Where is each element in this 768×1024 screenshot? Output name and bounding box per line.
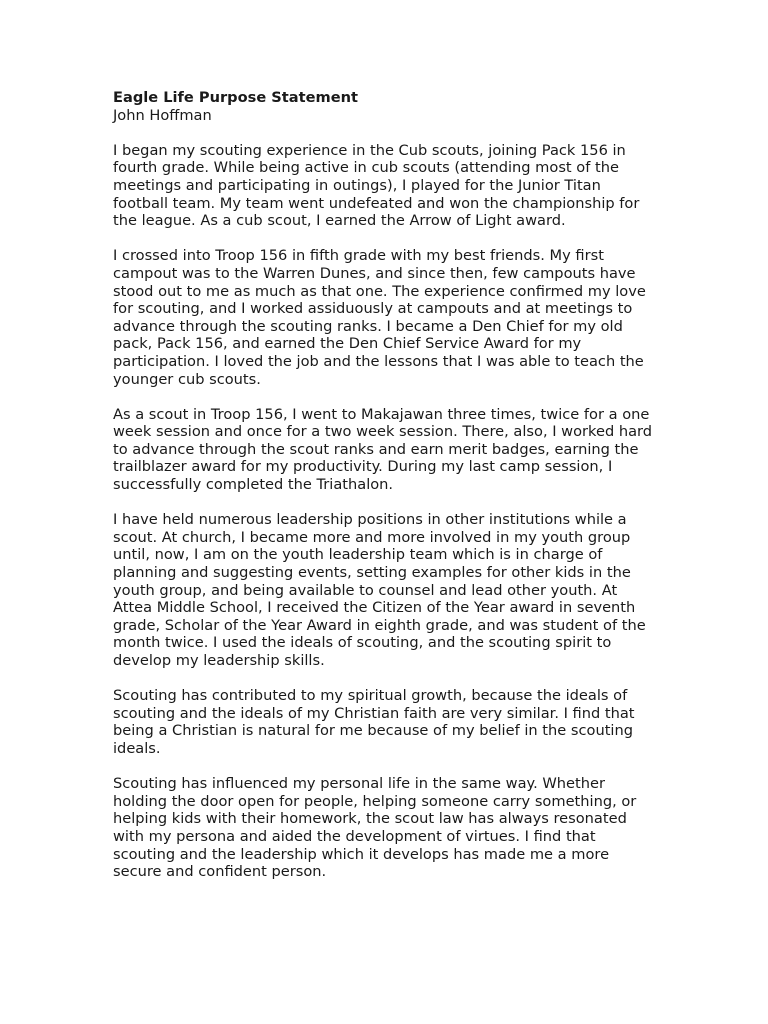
document-title: Eagle Life Purpose Statement	[113, 89, 358, 106]
paragraph-4: I have held numerous leadership positions in other institutions while a scout. At church, I became more and more involved in my youth group until, now, I am on the youth leadership team which is in charge of planning and suggesting events, setting examples for other kids in the youth group, and being available to counsel and lead other youth. At Attea Middle School, I received the Citizen of the Year award in seventh grade, Scholar of the Year Award in eighth grade, and was student of the month twice. I used the ideals of scouting, and the scouting spirit to develop my leadership skills.	[113, 511, 646, 669]
paragraph-6: Scouting has influenced my personal life in the same way. Whether holding the door open for people, helping someone carry something, or helping kids with their homework, the scout law has always resonated with my persona and aided the development of virtues. I find that scouting and the leadership which it develops has made me a more secure and confident person.	[113, 775, 637, 881]
paragraph-1: I began my scouting experience in the Cub scouts, joining Pack 156 in fourth grade. While being active in cub scouts (attending most of the meetings and participating in outings), I played for the Junior Titan football team. My team went undefeated and won the championship for the league. As a cub scout, I earned the Arrow of Light award.	[113, 141, 640, 230]
document-author: John Hoffman	[113, 106, 212, 124]
document-body	[113, 89, 658, 898]
paragraph-5: Scouting has contributed to my spiritual growth, because the ideals of scouting and the ideals of my Christian faith are very similar. I find that being a Christian is natural for me because of my belief in the scouting ideals.	[113, 687, 635, 757]
paragraph-3: As a scout in Troop 156, I went to Makajawan three times, twice for a one week session and once for a two week session. There, also, I worked hard to advance through the scout ranks and earn merit badges, earning the trailblazer award for my productivity. During my last camp session, I successfully completed the Triathalon.	[113, 405, 653, 494]
paragraph-2: I crossed into Troop 156 in fifth grade with my best friends. My first campout was to the Warren Dunes, and since then, few campouts have stood out to me as much as that one. The experience confirmed my love for scouting, and I worked assiduously at campouts and at meetings to advance through the scouting ranks. I became a Den Chief for my old pack, Pack 156, and earned the Den Chief Service Award for my participation. I loved the job and the lessons that I was able to teach the younger cub scouts.	[113, 247, 646, 388]
